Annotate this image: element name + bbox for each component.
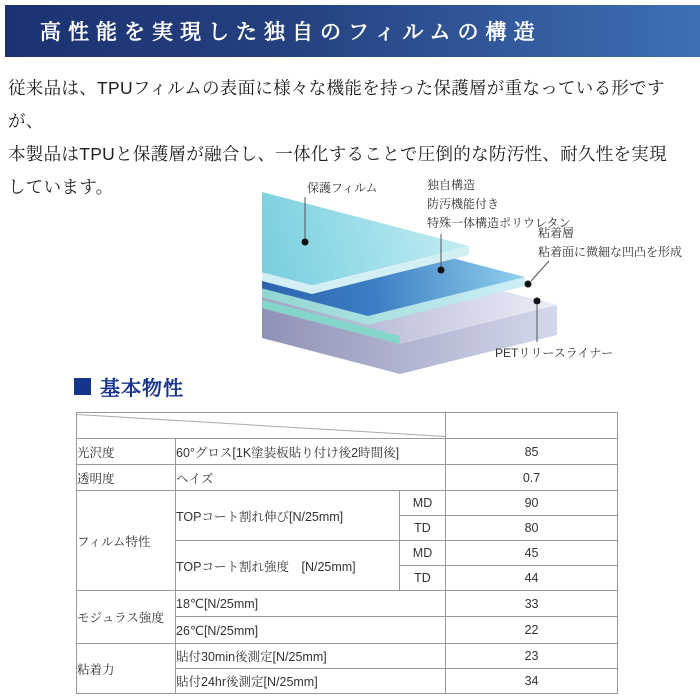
leader-dot-unique-structure	[438, 267, 445, 274]
label-adhesive-layer-line-2: 粘着面に微細な凹凸を形成	[538, 245, 683, 259]
row-value: 44	[446, 566, 618, 591]
row-value: 23	[446, 644, 618, 669]
page-title-banner	[5, 5, 700, 57]
row-property: 18℃[N/25mm]	[176, 591, 446, 617]
row-property: ヘイズ	[176, 465, 446, 491]
leader-dot-protective-film	[302, 239, 309, 246]
row-direction: MD	[400, 541, 446, 566]
film-structure-diagram	[0, 175, 700, 380]
row-category: 透明度	[77, 465, 176, 491]
row-category: モジュラス強度	[77, 591, 176, 644]
section-bullet-icon	[74, 378, 91, 395]
row-category: フィルム特性	[77, 491, 176, 591]
row-value: 34	[446, 669, 618, 694]
table-header-row	[77, 413, 618, 439]
row-value: 22	[446, 617, 618, 644]
diagonal-line	[77, 413, 445, 438]
row-property: TOPコート割れ強度 [N/25mm]	[176, 541, 400, 591]
intro-line-2: 本製品はTPUと保護層が融合し、一体化することで圧倒的な防汚性、耐久性を実現	[8, 144, 667, 164]
row-direction: TD	[400, 516, 446, 541]
label-adhesive-layer	[538, 224, 682, 262]
row-category: 粘着力	[77, 644, 176, 694]
leader-line-adhesive-layer	[531, 261, 549, 281]
row-direction: TD	[400, 566, 446, 591]
row-value: 85	[446, 439, 618, 465]
table-row	[77, 591, 618, 617]
row-property: 26℃[N/25mm]	[176, 617, 446, 644]
row-property: 貼付30min後測定[N/25mm]	[176, 644, 446, 669]
table-row	[77, 644, 618, 669]
row-value: 90	[446, 491, 618, 516]
intro-line-1: 従来品は、TPUフィルムの表面に様々な機能を持った保護層が重なっている形ですが、	[8, 78, 665, 131]
label-pet-liner: PETリリースライナー	[495, 346, 614, 360]
leader-dot-pet-liner	[534, 298, 541, 305]
intro-line-3: しています。	[8, 177, 114, 197]
table-row	[77, 465, 618, 491]
label-adhesive-layer-line-1: 粘着層	[538, 226, 575, 240]
row-property: TOPコート割れ伸び[N/25mm]	[176, 491, 400, 541]
leader-dot-adhesive-layer	[525, 281, 532, 288]
table-row	[77, 491, 618, 516]
table-row	[77, 439, 618, 465]
row-direction: MD	[400, 491, 446, 516]
table-header-diagonal-cell	[77, 413, 446, 439]
row-category: 光沢度	[77, 439, 176, 465]
row-property: 貼付24hr後測定[N/25mm]	[176, 669, 446, 694]
row-value: 80	[446, 516, 618, 541]
page-title: 高性能を実現した独自のフィルムの構造	[40, 20, 542, 44]
product-column-header: ECHELON Headlight PPF	[446, 413, 618, 439]
row-value: 0.7	[446, 465, 618, 491]
label-unique-structure-line-1: 独自構造	[427, 178, 476, 192]
properties-table	[76, 412, 618, 694]
label-unique-structure-line-3: 特殊一体構造ポリウレタン	[427, 216, 571, 230]
row-value: 45	[446, 541, 618, 566]
row-value: 33	[446, 591, 618, 617]
section-title	[74, 372, 184, 401]
label-unique-structure-line-2: 防汚機能付き	[427, 197, 500, 211]
row-property: 60°グロス[1K塗装板貼り付け後2時間後]	[176, 439, 446, 465]
label-protective-film: 保護フィルム	[307, 181, 378, 195]
section-title-text: 基本物性	[100, 378, 184, 400]
